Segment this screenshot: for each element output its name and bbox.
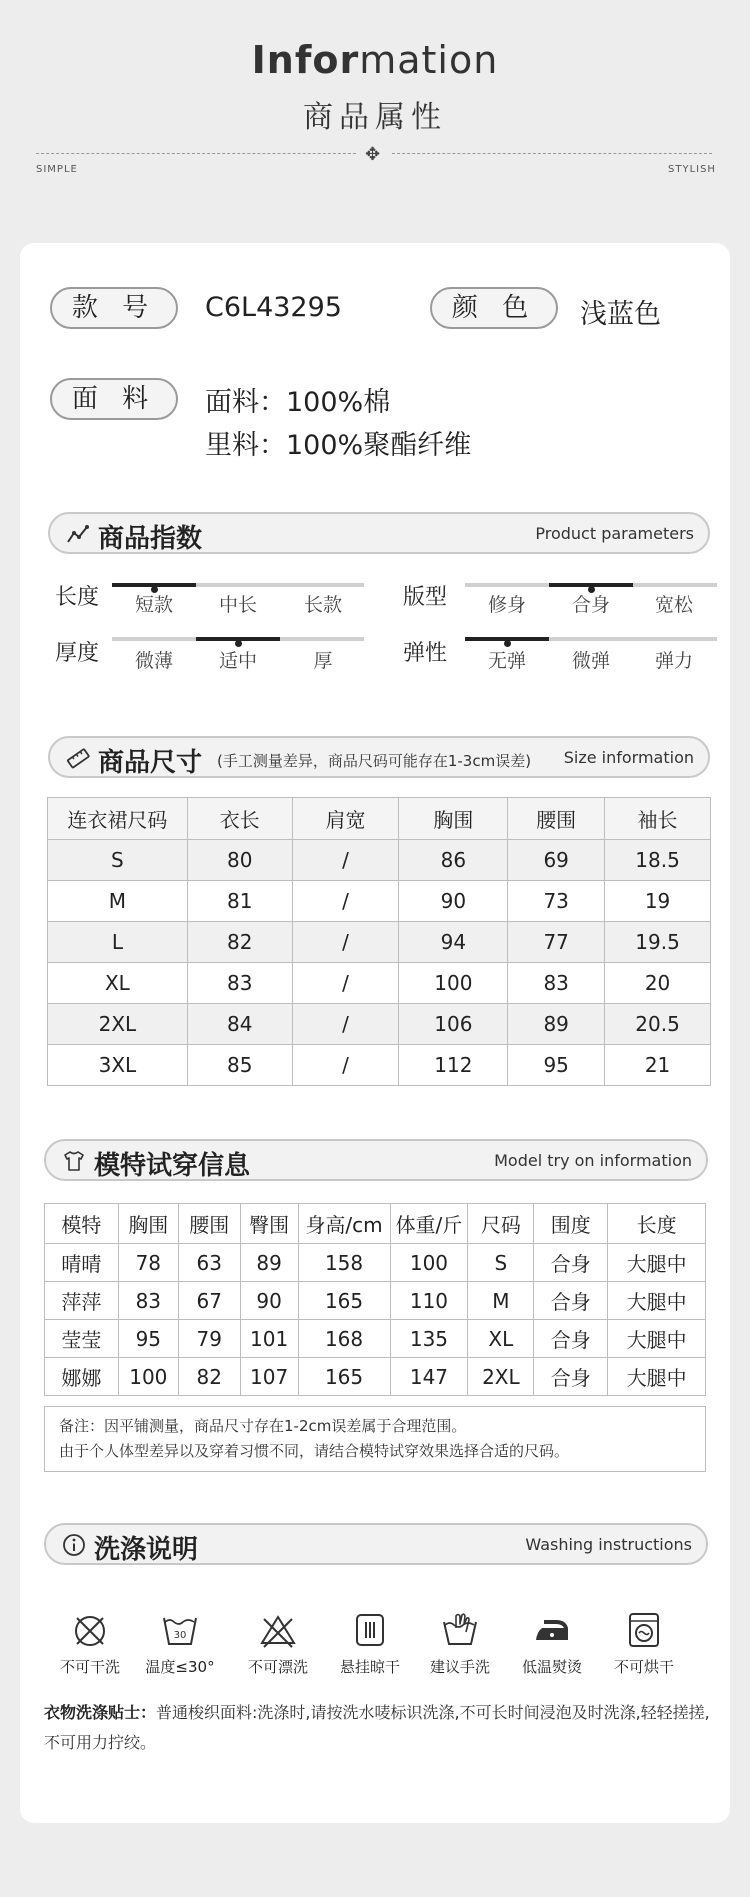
length-option: 长款 bbox=[303, 594, 342, 616]
table-header-cell: 腰围 bbox=[178, 1204, 240, 1244]
table-cell: 娜娜 bbox=[45, 1358, 119, 1396]
table-cell: / bbox=[292, 1004, 399, 1045]
table-cell: 135 bbox=[390, 1320, 468, 1358]
table-header-cell: 肩宽 bbox=[292, 798, 399, 840]
no-tumble-dry-icon bbox=[624, 1610, 664, 1650]
table-cell: 89 bbox=[508, 1004, 605, 1045]
table-cell: 晴晴 bbox=[45, 1244, 119, 1282]
fabric-line-1: 面料：100%棉 bbox=[205, 387, 391, 418]
section-title: 商品尺寸 bbox=[98, 748, 203, 778]
table-cell: 77 bbox=[508, 922, 605, 963]
table-cell: 20 bbox=[605, 963, 711, 1004]
wash-temp-text: 30 bbox=[173, 1630, 187, 1641]
tag-simple: SIMPLE bbox=[36, 164, 78, 175]
elastic-option: 弹力 bbox=[654, 650, 693, 672]
thickness-label: 厚度 bbox=[55, 641, 100, 666]
title-en-rest: mation bbox=[359, 38, 499, 82]
table-cell: M bbox=[48, 881, 188, 922]
fit-label: 版型 bbox=[403, 585, 448, 610]
table-cell: M bbox=[468, 1282, 534, 1320]
table-cell: 158 bbox=[298, 1244, 390, 1282]
table-cell: 86 bbox=[399, 840, 508, 881]
table-cell: / bbox=[292, 881, 399, 922]
table-cell: 19.5 bbox=[605, 922, 711, 963]
table-cell: 73 bbox=[508, 881, 605, 922]
table-cell: 2XL bbox=[48, 1004, 188, 1045]
table-cell: S bbox=[468, 1244, 534, 1282]
table-cell: / bbox=[292, 922, 399, 963]
table-header-cell: 连衣裙尺码 bbox=[48, 798, 188, 840]
tshirt-icon bbox=[62, 1149, 86, 1173]
model-note-line-1: 备注：因平铺测量，商品尺寸存在1-2cm误差属于合理范围。 bbox=[59, 1417, 467, 1435]
length-option: 中长 bbox=[218, 594, 257, 616]
thickness-option: 微薄 bbox=[134, 650, 173, 672]
size-note: (手工测量差异，商品尺码可能存在1-3cm误差) bbox=[217, 752, 532, 770]
length-label: 长度 bbox=[55, 585, 100, 610]
section-subtitle-en: Size information bbox=[563, 748, 694, 767]
table-cell: 147 bbox=[390, 1358, 468, 1396]
wash-label: 温度≤30° bbox=[145, 1658, 215, 1676]
size-table bbox=[47, 797, 711, 1086]
wash-tips bbox=[44, 1698, 714, 1758]
table-cell: 84 bbox=[187, 1004, 292, 1045]
table-cell: 100 bbox=[390, 1244, 468, 1282]
model-note-line-2: 由于个人体型差异以及穿着习惯不同，请结合模特试穿效果选择合适的尺码。 bbox=[59, 1442, 570, 1460]
table-row bbox=[48, 1045, 711, 1086]
table-header-row bbox=[48, 798, 711, 840]
table-cell: 大腿中 bbox=[608, 1244, 706, 1282]
table-cell: 3XL bbox=[48, 1045, 188, 1086]
table-cell: 合身 bbox=[534, 1244, 608, 1282]
divider-left bbox=[36, 153, 356, 155]
table-cell: 2XL bbox=[468, 1358, 534, 1396]
table-cell: 168 bbox=[298, 1320, 390, 1358]
table-cell: 大腿中 bbox=[608, 1320, 706, 1358]
table-cell: 79 bbox=[178, 1320, 240, 1358]
table-cell: 82 bbox=[178, 1358, 240, 1396]
table-cell: 19 bbox=[605, 881, 711, 922]
table-cell: 106 bbox=[399, 1004, 508, 1045]
table-cell: 83 bbox=[118, 1282, 178, 1320]
table-cell: 107 bbox=[240, 1358, 298, 1396]
table-cell: 83 bbox=[508, 963, 605, 1004]
table-row bbox=[45, 1282, 706, 1320]
no-bleach-icon bbox=[258, 1611, 298, 1651]
table-header-cell: 尺码 bbox=[468, 1204, 534, 1244]
table-header-cell: 长度 bbox=[608, 1204, 706, 1244]
color-label: 颜 色 bbox=[430, 287, 558, 329]
table-header-cell: 胸围 bbox=[399, 798, 508, 840]
table-header-cell: 袖长 bbox=[605, 798, 711, 840]
table-cell: 90 bbox=[240, 1282, 298, 1320]
table-cell: 莹莹 bbox=[45, 1320, 119, 1358]
tag-stylish: STYLISH bbox=[668, 164, 716, 175]
table-cell: S bbox=[48, 840, 188, 881]
title-en-bold: Infor bbox=[251, 38, 360, 82]
divider-right bbox=[392, 153, 712, 155]
table-cell: 合身 bbox=[534, 1358, 608, 1396]
color-value: 浅蓝色 bbox=[580, 299, 661, 330]
fit-option: 合身 bbox=[571, 594, 610, 616]
table-cell: 合身 bbox=[534, 1282, 608, 1320]
table-cell: 95 bbox=[508, 1045, 605, 1086]
table-header-cell: 体重/斤 bbox=[390, 1204, 468, 1244]
low-iron-icon bbox=[532, 1610, 572, 1650]
section-wash bbox=[44, 1523, 708, 1565]
table-header-cell: 模特 bbox=[45, 1204, 119, 1244]
section-title: 洗涤说明 bbox=[94, 1535, 199, 1565]
table-cell: 83 bbox=[187, 963, 292, 1004]
table-cell: 萍萍 bbox=[45, 1282, 119, 1320]
table-row bbox=[45, 1358, 706, 1396]
table-header-cell: 胸围 bbox=[118, 1204, 178, 1244]
fit-option: 宽松 bbox=[654, 594, 693, 616]
section-title: 模特试穿信息 bbox=[94, 1151, 251, 1181]
table-cell: 100 bbox=[118, 1358, 178, 1396]
table-cell: 大腿中 bbox=[608, 1358, 706, 1396]
table-cell: 大腿中 bbox=[608, 1282, 706, 1320]
section-product-index bbox=[48, 512, 710, 554]
table-cell: XL bbox=[468, 1320, 534, 1358]
section-model bbox=[44, 1139, 708, 1181]
length-option: 短款 bbox=[134, 594, 173, 616]
wash-label: 不可干洗 bbox=[59, 1658, 120, 1676]
page-title-en bbox=[0, 38, 750, 82]
table-row bbox=[48, 840, 711, 881]
section-subtitle-en: Product parameters bbox=[535, 524, 694, 543]
section-title: 商品指数 bbox=[98, 524, 203, 554]
wash-tips-label: 衣物洗涤贴士： bbox=[44, 1703, 157, 1722]
table-cell: 101 bbox=[240, 1320, 298, 1358]
table-cell: 94 bbox=[399, 922, 508, 963]
fabric-line-2: 里料：100%聚酯纤维 bbox=[205, 430, 472, 461]
table-cell: 110 bbox=[390, 1282, 468, 1320]
model-note bbox=[44, 1406, 706, 1472]
table-row bbox=[48, 963, 711, 1004]
table-header-cell: 臀围 bbox=[240, 1204, 298, 1244]
table-cell: 165 bbox=[298, 1282, 390, 1320]
elastic-option: 微弹 bbox=[571, 650, 610, 672]
table-cell: 89 bbox=[240, 1244, 298, 1282]
table-cell: 80 bbox=[187, 840, 292, 881]
table-cell: 100 bbox=[399, 963, 508, 1004]
table-cell: 78 bbox=[118, 1244, 178, 1282]
elastic-option: 无弹 bbox=[487, 650, 526, 672]
table-header-cell: 腰围 bbox=[508, 798, 605, 840]
table-cell: 63 bbox=[178, 1244, 240, 1282]
table-cell: / bbox=[292, 963, 399, 1004]
wash-label: 不可漂洗 bbox=[247, 1658, 308, 1676]
table-cell: 合身 bbox=[534, 1320, 608, 1358]
info-icon bbox=[62, 1533, 86, 1557]
table-cell: 81 bbox=[187, 881, 292, 922]
fit-option: 修身 bbox=[487, 594, 526, 616]
hand-wash-icon bbox=[440, 1610, 480, 1650]
fabric-label: 面 料 bbox=[50, 378, 178, 420]
table-row bbox=[48, 881, 711, 922]
thickness-option: 适中 bbox=[218, 650, 257, 672]
table-cell: 165 bbox=[298, 1358, 390, 1396]
table-row bbox=[45, 1320, 706, 1358]
wash-label: 悬挂晾干 bbox=[339, 1658, 400, 1676]
table-cell: 67 bbox=[178, 1282, 240, 1320]
table-cell: / bbox=[292, 840, 399, 881]
model-table bbox=[44, 1203, 706, 1396]
table-header-row bbox=[45, 1204, 706, 1244]
wash-label: 不可烘干 bbox=[613, 1658, 674, 1676]
table-cell: 112 bbox=[399, 1045, 508, 1086]
table-row bbox=[48, 1004, 711, 1045]
section-subtitle-en: Model try on information bbox=[494, 1151, 692, 1170]
cross-ornament-icon: ✥ bbox=[365, 144, 381, 165]
table-cell: 21 bbox=[605, 1045, 711, 1086]
trend-chart-icon bbox=[66, 522, 90, 546]
table-cell: L bbox=[48, 922, 188, 963]
thickness-option: 厚 bbox=[313, 650, 333, 672]
wash-label: 低温熨烫 bbox=[521, 1658, 582, 1676]
elastic-label: 弹性 bbox=[403, 641, 448, 666]
table-cell: 95 bbox=[118, 1320, 178, 1358]
table-cell: 20.5 bbox=[605, 1004, 711, 1045]
table-cell: 82 bbox=[187, 922, 292, 963]
table-cell: / bbox=[292, 1045, 399, 1086]
table-header-cell: 身高/cm bbox=[298, 1204, 390, 1244]
table-cell: 18.5 bbox=[605, 840, 711, 881]
style-no-value: C6L43295 bbox=[205, 292, 342, 323]
section-subtitle-en: Washing instructions bbox=[525, 1535, 692, 1554]
section-size bbox=[48, 736, 710, 778]
table-cell: 85 bbox=[187, 1045, 292, 1086]
wash-tips-text: 普通梭织面料:洗涤时,请按洗水唛标识洗涤,不可长时间浸泡及时洗涤,轻轻搓搓,不可用力拧绞。 bbox=[44, 1703, 710, 1752]
style-no-label: 款 号 bbox=[50, 287, 178, 329]
wash-label: 建议手洗 bbox=[429, 1658, 490, 1676]
table-row bbox=[48, 922, 711, 963]
table-header-cell: 衣长 bbox=[187, 798, 292, 840]
table-cell: 90 bbox=[399, 881, 508, 922]
ruler-icon bbox=[66, 746, 90, 770]
wash-30-icon bbox=[160, 1610, 200, 1650]
table-cell: 69 bbox=[508, 840, 605, 881]
hang-dry-icon bbox=[350, 1610, 390, 1650]
table-header-cell: 围度 bbox=[534, 1204, 608, 1244]
page-title-cn: 商品属性 bbox=[303, 100, 447, 135]
table-row bbox=[45, 1244, 706, 1282]
no-dry-clean-icon bbox=[70, 1611, 110, 1651]
table-cell: XL bbox=[48, 963, 188, 1004]
